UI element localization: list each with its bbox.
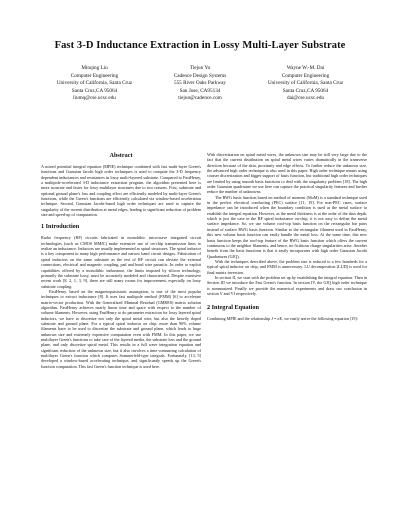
intro-heading: 1 Introduction (41, 223, 80, 231)
abstract-text: A mixed potential integral equation (MPIE) technique combined with fast multi-layer Green's functions and Gaussian Jacobi high order techniques is used to compute the 3-D frequency dependent inductances and resistances in lossy multi-layered substrate. Compared to FastHenry, a multipole-accelerated 3-D inductance extraction program, the algorithm presented here is more accurate and faster for lossy multilayer structures due to two reasons. First, substrate and optional ground plane's loss and coupling effect are efficiently modeled by multi-layer Green's functions, while the Green's functions are efficiently calculated via window-based acceleration technique. Second, Gaussian Jacobi-based high order techniques are used to capture the singularity of the current distribution at metal edges, leading to significant reduction of problem size and speed-up of computation. (41, 164, 201, 218)
author-name: Minqing Liu (81, 65, 108, 71)
intro-paragraph-2: FastHenry, based on the magnetoquasistatic assumption, is one of the most popular techniques to extract inductance [8]. It uses fast multipole method (FMM) [6] to accelerate matrix-vector production. With the Generalized Minimal Residual (GMRES) matrix solution algorithm, FastHenry achieves nearly linear time and space with respect to the number of volume filaments. However, using FastHenry to do parameter extraction for lossy layered spiral inductors, we have to discretize not only the spiral metal wire, but also the heavily doped substrate and ground plane. For a typical spiral inductor on chip, more than 90% volume filaments have to be used to discretize the substrate and ground plane, which leads to huge unknown size and extremely expensive computation even with FMM. In this paper, we use multilayer Green's functions to take care of the layered media, the substrate loss and the ground plane, and only discretize spiral metal. This results in a full wave integration equation and significant reduction of the unknown size, but it also involves a time-consuming calculation of multilayer Green's function which computes Sommerfeld-type integrals. Fortunately, [13, 5] developed a window-based accelerating technique, and significantly speeds up the Green's function computation. This fast Green's function technique is used here. (41, 288, 201, 369)
intro-paragraph-1: Radio frequency (RF) circuits fabricated in monolithic microwave integrated circuit technologies (such as CMOS MMIC) make extensive use of on-chip transmission lines to realize an inductance. Inductors are usually implemented as spiral structures. The spiral inductor is a key component in many high performance and narrow band circuit designs. Fabrication of spiral inductors on the same substrate as the rest of RF circuit can obviate the external connections, electrical and magnetic coupling, pad and bond wire parasitic. In order to exploit capabilities offered by a monolithic inductance, the limits imposed by silicon technology, primarily the substrate lossy, must be accurately modeled and characterized. Despite extensive recent work [8, 2, 1, 3, 9], there are still many rooms for improvement, especially on lossy substrate coupling. (41, 235, 201, 289)
abstract-heading: Abstract (109, 152, 133, 159)
right-column (207, 152, 367, 322)
left-column (41, 152, 201, 369)
author-address: San Jose, CA95134 (179, 87, 221, 94)
author-dept: Computer Engineering (70, 72, 119, 79)
intro-paragraph-6: In section II, we start with the problem set up by establishing the integral equation. Then in Section III we introduce the Fast Green's function. In section IV, the GJQ high order technique is summarized. Finally we provide the numerical experiments and draw our conclusion in section V and VI respectively. (207, 274, 367, 296)
intro-paragraph-3: With discretization on spiral metal wires, the unknown size may be still very large due to the fact that the current distribution on spiral metal wires varies dramatically in the transverse direction because of the skin, proximity and edge effects. To further reduce the unknown size, the advanced high order technique is also used in this paper. High order technique means using coarser discretization and bigger support of basis function, but traditional high order techniques are limited by using smooth basis functions to deal with the singularity problem [18]. The high order Gaussian quadrature we use here can capture the practical singularity features and further reduce the number of unknowns. (207, 152, 367, 195)
author-2 (148, 65, 253, 103)
author-1 (42, 65, 147, 103)
author-name: Tiejun Yu (189, 65, 211, 71)
integral-equation-heading: 2 Integral Equation (207, 304, 259, 312)
author-email: tiejun@cadence.com (178, 95, 222, 102)
author-3 (253, 65, 358, 103)
author-dept: Computer Engineering (281, 72, 330, 79)
author-block (42, 65, 358, 103)
author-org: 555 River Oaks Parkway (173, 80, 226, 87)
paper-title: Fast 3-D Inductance Extraction in Lossy Multi-Layer Substrate (54, 40, 346, 51)
intro-paragraph-5: With the techniques described above, the problem size is reduced to a few hundreds for a typical spiral inductor on chip, and FMM is unnecessary. LU decomposition (LUD) is used for final matrix inversion. (207, 258, 367, 275)
author-org: University of California, Santa Cruz (56, 80, 133, 87)
author-address: Santa Cruz,CA 95064 (282, 87, 329, 94)
author-dept: Cadence Design Systems (173, 72, 227, 79)
author-address: Santa Cruz,CA 95064 (71, 87, 118, 94)
author-email: dai@cse.ucsc.edu (286, 95, 325, 102)
author-email: liumq@cse.ucsc.edu (73, 95, 116, 102)
integral-equation-text: Combining MPIE and the relationship J = σE, we easily arrive the following equation [19]: (207, 316, 358, 322)
author-org: University of California, Santa Cruz (267, 80, 344, 87)
intro-paragraph-4: The RWG basis function based on method of moment (MoM) is a standard technique used in the perfect electrical conducting (PEC) surface [11, 19]. For non-PEC cases, surface impedance can be introduced when the boundary condition is used at the metal surface to establish the integral equation. However, as the metal thickness is at the order of the skin depth, which is just the case in the RF spiral inductance on-chip, it is not easy to define the metal surface impedance. So, we use volume roof-top basis function on the rectangular bar pairs instead of surface RWG basis function. Similar to the rectangular filament used in FastHenry, this new volume basis function can easily handle the metal loss. At the same time, this new basis function keeps the roof-top feature of the RWG basis function which offers the current continuous to the neighbor filaments, and hence, no fictitious charge singularities arise. Another benefit from the basis functions is that it easily incorporates with high order Gaussian Jacobi Quadratures (GJQ). (207, 194, 367, 259)
author-name: Wayne W.-M. Dai (286, 65, 325, 71)
